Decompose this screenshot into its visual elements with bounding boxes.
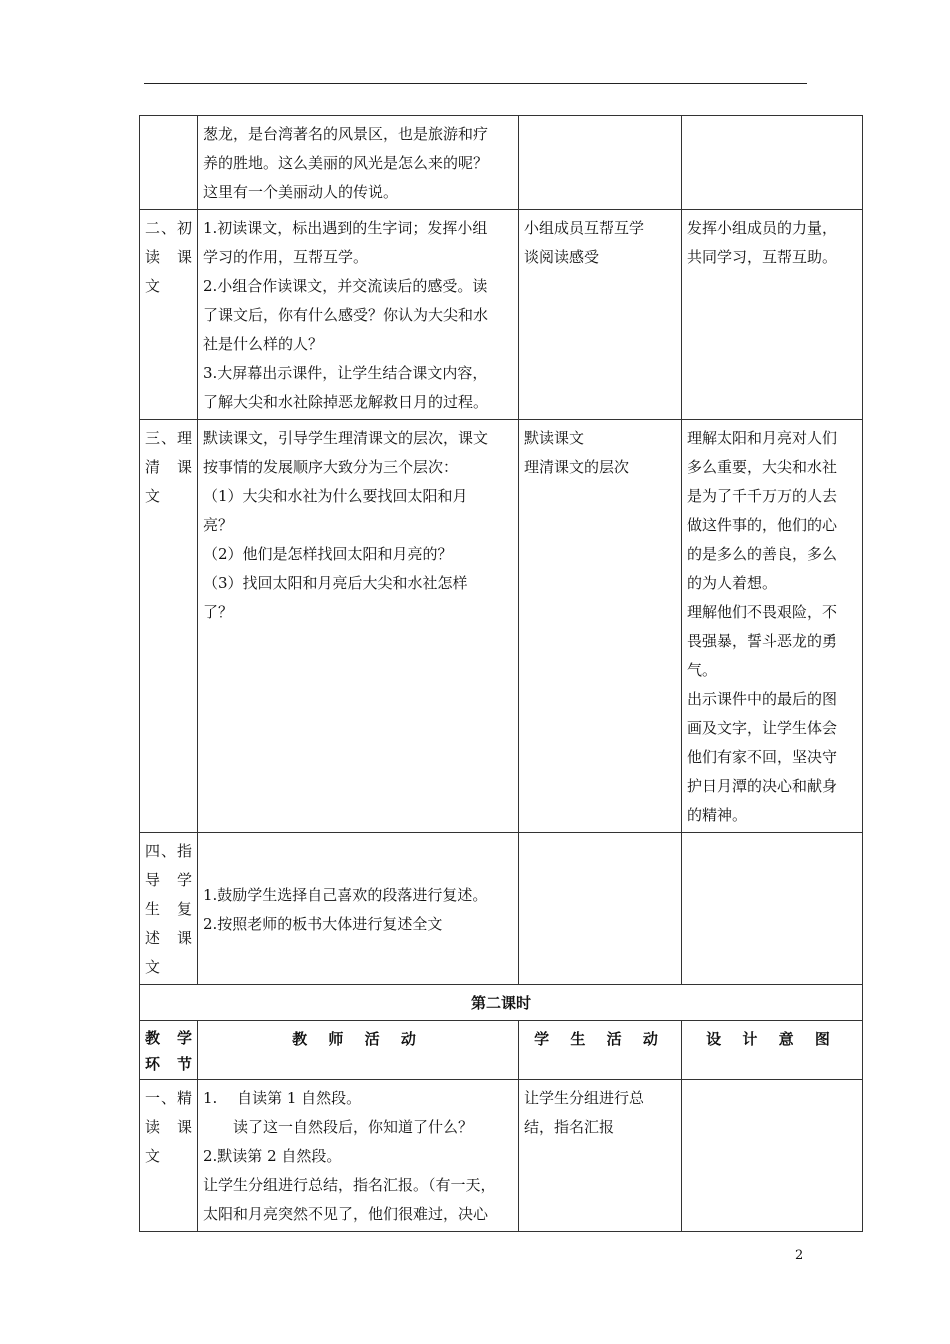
section-cell <box>140 420 198 833</box>
text-line: 的是多么的善良，多么 <box>687 545 838 563</box>
text-line: 读了这一自然段后，你知道了什么？ <box>203 1118 474 1136</box>
text-line: 谈阅读感受 <box>524 248 600 266</box>
text-line: 社是什么样的人？ <box>203 335 324 353</box>
teacher-activity-cell <box>198 210 519 420</box>
teacher-activity-cell <box>198 1080 519 1232</box>
text-line: 理清课文的层次 <box>524 458 630 476</box>
text-line: 气。 <box>687 661 718 679</box>
header-teacher: 教 师 活 动 <box>198 1021 519 1080</box>
text-line: 太阳和月亮突然不见了，他们很难过，决心 <box>203 1205 489 1223</box>
page-number: 2 <box>795 1248 804 1263</box>
text-line: 2.按照老师的板书大体进行复述全文 <box>203 914 443 933</box>
text-line: 的为人着想。 <box>687 574 778 592</box>
text-line: 了？ <box>203 603 234 621</box>
text-line: 按事情的发展顺序大致分为三个层次： <box>203 458 459 476</box>
section-cell <box>140 1080 198 1232</box>
text-line: 文 <box>145 1147 161 1165</box>
period-title-row <box>140 985 863 1021</box>
text-line: （3）找回太阳和月亮后大尖和水社怎样 <box>203 574 468 592</box>
table-row <box>140 210 863 420</box>
text-line: 1.初读课文，标出遇到的生字词；发挥小组 <box>203 219 488 237</box>
text-line: 了课文后，你有什么感受？你认为大尖和水 <box>203 306 489 324</box>
text-line: 是为了千千万万的人去 <box>687 487 838 505</box>
text-line: 畏强暴，誓斗恶龙的勇 <box>687 632 838 650</box>
text-line: （1）大尖和水社为什么要找回太阳和月 <box>203 487 468 505</box>
section-cell <box>140 833 198 985</box>
text-line: 1. 自读第 1 自然段。 <box>203 1089 362 1107</box>
table-row <box>140 420 863 833</box>
text-line: 四、指 <box>145 842 192 860</box>
text-line: 默读课文 <box>524 429 585 447</box>
student-activity-cell <box>519 1080 682 1232</box>
text-line: 导 学 <box>145 871 192 889</box>
header-design: 设 计 意 图 <box>682 1021 863 1080</box>
student-activity-cell <box>519 116 682 210</box>
text-line: 出示课件中的最后的图 <box>687 690 838 708</box>
text-line: 让学生分组进行总结，指名汇报。（有一天， <box>203 1176 496 1194</box>
design-intent-cell <box>682 116 863 210</box>
text-line: 文 <box>145 958 161 976</box>
teacher-activity-cell <box>198 833 519 985</box>
text-line: 述 课 <box>145 929 192 947</box>
text-line: 的精神。 <box>687 806 748 824</box>
text-line: 让学生分组进行总 <box>524 1089 645 1107</box>
text-line: 养的胜地。这么美丽的风光是怎么来的呢？ <box>203 154 489 172</box>
text-line: 教 学 <box>145 1029 192 1047</box>
text-line: 清 课 <box>145 458 192 476</box>
text-line: 生 复 <box>145 900 192 918</box>
text-line: 他们有家不回，坚决守 <box>687 748 838 766</box>
text-line: 小组成员互帮互学 <box>524 219 645 237</box>
text-line: 环 节 <box>145 1055 192 1073</box>
section-cell <box>140 210 198 420</box>
text-line: 学习的作用，互帮互学。 <box>203 248 369 266</box>
text-line: 画及文字，让学生体会 <box>687 719 838 737</box>
section-cell <box>140 116 198 210</box>
text-line: 读 课 <box>145 248 192 266</box>
header-rule <box>144 83 807 84</box>
text-line: 1.鼓励学生选择自己喜欢的段落进行复述。 <box>203 885 488 904</box>
text-line: 3.大屏幕出示课件，让学生结合课文内容， <box>203 364 488 382</box>
design-intent-cell <box>682 210 863 420</box>
table-row <box>140 1080 863 1232</box>
text-line: 文 <box>145 277 161 295</box>
text-line: 读课 <box>145 1118 192 1136</box>
text-line: 葱龙，是台湾著名的风景区，也是旅游和疗 <box>203 125 489 143</box>
teacher-activity-cell <box>198 420 519 833</box>
text-line: 多么重要，大尖和水社 <box>687 458 838 476</box>
design-intent-cell <box>682 420 863 833</box>
text-line: 亮？ <box>203 516 234 534</box>
student-activity-cell <box>519 833 682 985</box>
table-row <box>140 116 863 210</box>
lesson-plan-table <box>139 115 863 1232</box>
design-intent-cell <box>682 833 863 985</box>
text-line: 结，指名汇报 <box>524 1118 615 1136</box>
text-line: 2.小组合作读课文，并交流读后的感受。读 <box>203 277 488 295</box>
text-line: 文 <box>145 487 161 505</box>
text-line: 一、精 <box>145 1089 192 1107</box>
header-section <box>140 1021 198 1080</box>
text-line: 三、理 <box>145 429 192 447</box>
text-line: 二、初 <box>145 219 192 237</box>
text-line: 理解太阳和月亮对人们 <box>687 429 838 447</box>
text-line: 共同学习，互帮互助。 <box>687 248 838 266</box>
design-intent-cell <box>682 1080 863 1232</box>
text-line: （2）他们是怎样找回太阳和月亮的？ <box>203 545 453 563</box>
table-row <box>140 833 863 985</box>
text-line: 理解他们不畏艰险，不 <box>687 603 838 621</box>
period-title: 第二课时 <box>140 985 863 1021</box>
text-line: 2.默读第 2 自然段。 <box>203 1147 342 1165</box>
text-line: 发挥小组成员的力量， <box>687 219 838 237</box>
text-line: 这里有一个美丽动人的传说。 <box>203 183 399 201</box>
header-student: 学 生 活 动 <box>519 1021 682 1080</box>
student-activity-cell <box>519 420 682 833</box>
text-line: 做这件事的，他们的心 <box>687 516 838 534</box>
student-activity-cell <box>519 210 682 420</box>
text-line: 护日月潭的决心和献身 <box>687 777 838 795</box>
teacher-activity-cell <box>198 116 519 210</box>
text-line: 默读课文，引导学生理清课文的层次，课文 <box>203 429 489 447</box>
column-header-row <box>140 1021 863 1080</box>
text-line: 了解大尖和水社除掉恶龙解救日月的过程。 <box>203 393 489 411</box>
